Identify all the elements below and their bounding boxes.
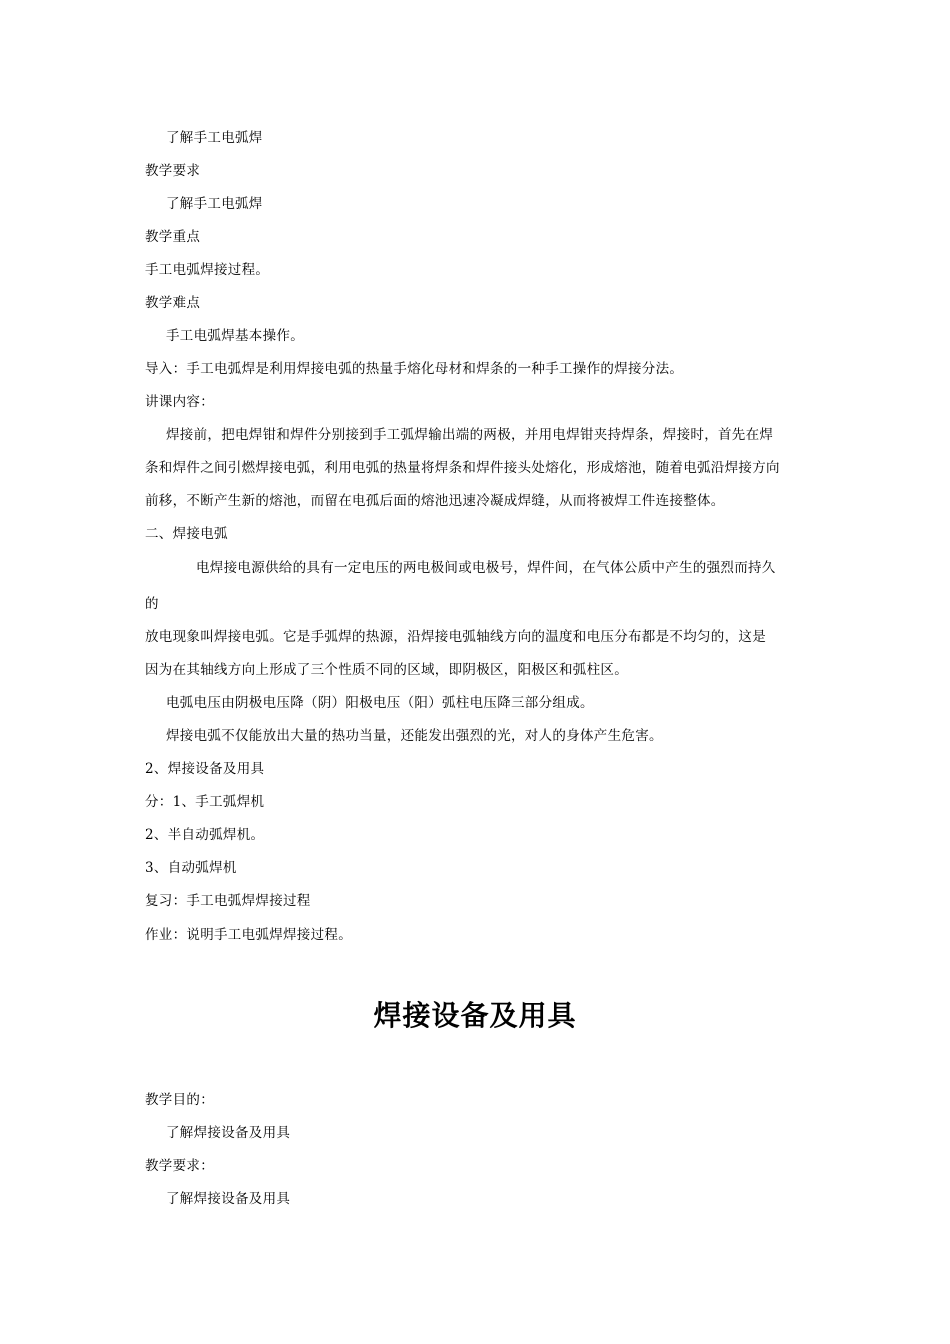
- text-line: 手工电弧焊接过程。: [145, 262, 270, 278]
- text-line: 焊接电弧不仅能放出大量的热功当量，还能发出强烈的光，对人的身体产生危害。: [166, 728, 663, 744]
- text-line: 了解手工电弧焊: [166, 130, 263, 146]
- text-line: 教学要求: [145, 163, 201, 179]
- text-line: 了解焊接设备及用具: [166, 1125, 291, 1141]
- text-line: 条和焊件之间引燃焊接电弧，利用电弧的热量将焊条和焊件接头处熔化，形成熔池，随着电弧沿焊接方向: [145, 460, 780, 476]
- text-line: 讲课内容：: [145, 394, 214, 410]
- text-line: 放电现象叫焊接电弧。它是手弧焊的热源，沿焊接电弧轴线方向的温度和电压分布都是不均匀的，这是: [145, 629, 766, 645]
- text-line: 焊接前，把电焊钳和焊件分别接到手工弧焊输出端的两极，并用电焊钳夹持焊条，焊接时，首先在焊: [166, 427, 774, 443]
- list-item: 分：1、手工弧焊机: [145, 794, 265, 810]
- text-line: 教学难点: [145, 295, 201, 311]
- page-heading: 焊接设备及用具: [373, 999, 577, 1032]
- text-line: 教学要求：: [145, 1158, 214, 1174]
- text-line: 复习：手工电弧焊焊接过程: [145, 893, 311, 909]
- text-line: 教学重点: [145, 229, 201, 245]
- text-line: 导入：手工电弧焊是利用焊接电弧的热量手熔化母材和焊条的一种手工操作的焊接分法。: [145, 361, 684, 377]
- text-line: 的: [145, 596, 159, 612]
- text-line: 因为在其轴线方向上形成了三个性质不同的区域，即阴极区，阳极区和弧柱区。: [145, 662, 628, 678]
- text-line: 教学目的：: [145, 1092, 214, 1108]
- text-line: 了解手工电弧焊: [166, 196, 263, 212]
- text-line: 前移，不断产生新的熔池，而留在电孤后面的熔池迅速冷凝成焊缝，从而将被焊工件连接整体。: [145, 493, 725, 509]
- section-title: 2、焊接设备及用具: [145, 761, 265, 777]
- list-item: 2、半自动弧焊机。: [145, 827, 265, 843]
- text-line: 了解焊接设备及用具: [166, 1191, 291, 1207]
- text-line: 手工电弧焊基本操作。: [166, 328, 304, 344]
- text-line: 电弧电压由阴极电压降（阴）阳极电压（阳）弧柱电压降三部分组成。: [166, 695, 594, 711]
- section-title: 二、焊接电弧: [145, 526, 228, 542]
- text-line: 电焊接电源供给的具有一定电压的两电极间或电极号，焊件间，在气体公质中产生的强烈而持久: [196, 560, 776, 576]
- list-item: 3、自动弧焊机: [145, 860, 237, 876]
- text-line: 作业：说明手工电弧焊焊接过程。: [145, 927, 352, 943]
